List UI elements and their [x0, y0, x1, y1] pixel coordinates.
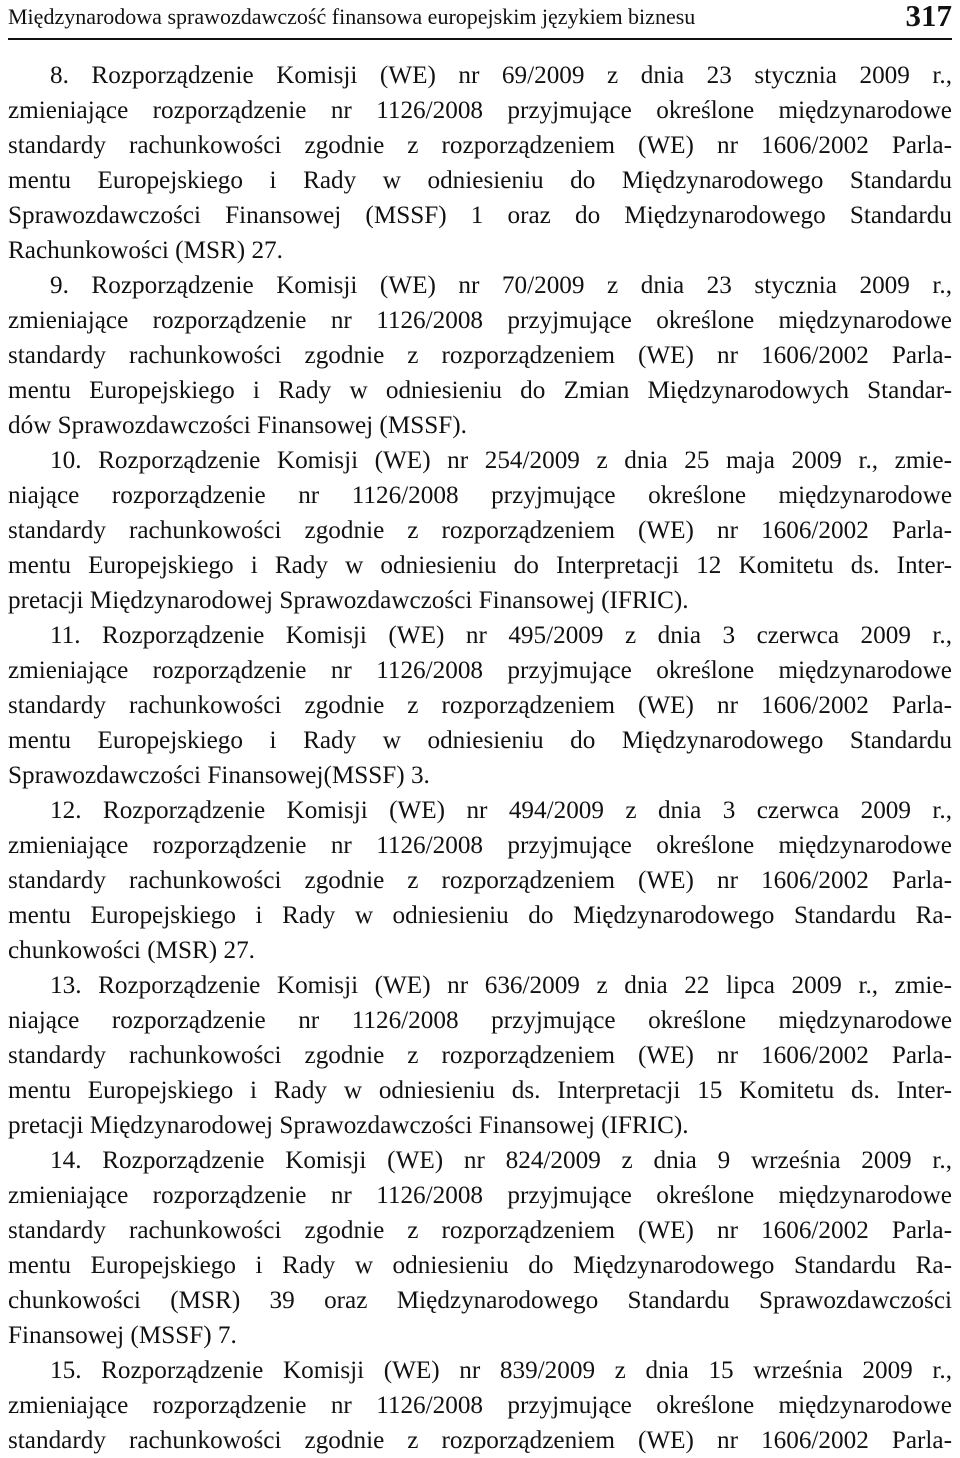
entry-line: standardy rachunkowości zgodnie z rozporządzeniem (WE) nr 1606/2002 Parla-	[8, 517, 952, 544]
entry-line: zmieniające rozporządzenie nr 1126/2008 przyjmujące określone międzynarodowe	[8, 307, 952, 334]
entry-line: Finansowej (MSSF) 7.	[8, 1322, 237, 1349]
regulation-entry	[8, 968, 952, 1143]
entry-line: 13. Rozporządzenie Komisji (WE) nr 636/2009 z dnia 22 lipca 2009 r., zmie-	[50, 972, 952, 999]
entry-line: pretacji Międzynarodowej Sprawozdawczości Finansowej (IFRIC).	[8, 1112, 689, 1139]
running-title: Międzynarodowa sprawozdawczość finansowa europejskim językiem biznesu	[8, 4, 696, 29]
entry-line: mentu Europejskiego i Rady w odniesieniu do Zmian Międzynarodowych Standar-	[8, 377, 952, 404]
regulation-entry	[8, 618, 952, 793]
entry-line: 9. Rozporządzenie Komisji (WE) nr 70/2009 z dnia 23 stycznia 2009 r.,	[50, 272, 952, 299]
entry-line: zmieniające rozporządzenie nr 1126/2008 przyjmujące określone międzynarodowe	[8, 657, 952, 684]
entry-line: Sprawozdawczości Finansowej(MSSF) 3.	[8, 762, 430, 789]
entry-line: 12. Rozporządzenie Komisji (WE) nr 494/2009 z dnia 3 czerwca 2009 r.,	[50, 797, 952, 824]
regulation-entry	[8, 268, 952, 443]
entry-line: mentu Europejskiego i Rady w odniesieniu ds. Interpretacji 15 Komitetu ds. Inter-	[8, 1077, 952, 1104]
entry-line: 15. Rozporządzenie Komisji (WE) nr 839/2009 z dnia 15 września 2009 r.,	[50, 1357, 952, 1384]
entry-line: standardy rachunkowości zgodnie z rozporządzeniem (WE) nr 1606/2002 Parla-	[8, 1042, 952, 1069]
entry-line: Sprawozdawczości Finansowej (MSSF) 1 oraz do Międzynarodowego Standardu	[8, 202, 952, 229]
entry-line: mentu Europejskiego i Rady w odniesieniu do Międzynarodowego Standardu Ra-	[8, 1252, 952, 1279]
regulation-entry	[8, 793, 952, 968]
entry-line: standardy rachunkowości zgodnie z rozporządzeniem (WE) nr 1606/2002 Parla-	[8, 867, 952, 894]
entry-line: zmieniające rozporządzenie nr 1126/2008 przyjmujące określone międzynarodowe	[8, 1392, 952, 1419]
running-header	[8, 0, 952, 40]
document-body	[8, 58, 952, 1458]
entry-line: standardy rachunkowości zgodnie z rozporządzeniem (WE) nr 1606/2002 Parla-	[8, 1427, 952, 1454]
entry-line: 11. Rozporządzenie Komisji (WE) nr 495/2009 z dnia 3 czerwca 2009 r.,	[50, 622, 952, 649]
entry-line: mentu Europejskiego i Rady w odniesieniu do Międzynarodowego Standardu	[8, 167, 952, 194]
entry-line: mentu Europejskiego i Rady w odniesieniu do Interpretacji 12 Komitetu ds. Inter-	[8, 552, 952, 579]
entry-line: niające rozporządzenie nr 1126/2008 przyjmujące określone międzynarodowe	[8, 1007, 952, 1034]
regulation-entry	[8, 1143, 952, 1353]
entry-line: zmieniające rozporządzenie nr 1126/2008 przyjmujące określone międzynarodowe	[8, 97, 952, 124]
regulation-entry	[8, 443, 952, 618]
entry-line: mentu Europejskiego i Rady w odniesieniu do Międzynarodowego Standardu	[8, 727, 952, 754]
entry-line: chunkowości (MSR) 39 oraz Międzynarodowego Standardu Sprawozdawczości	[8, 1287, 952, 1314]
entry-line: pretacji Międzynarodowej Sprawozdawczości Finansowej (IFRIC).	[8, 587, 689, 614]
entry-line: 14. Rozporządzenie Komisji (WE) nr 824/2009 z dnia 9 września 2009 r.,	[50, 1147, 952, 1174]
regulation-entry	[8, 58, 952, 268]
entry-line: 8. Rozporządzenie Komisji (WE) nr 69/2009 z dnia 23 stycznia 2009 r.,	[50, 62, 952, 89]
entry-line: zmieniające rozporządzenie nr 1126/2008 przyjmujące określone międzynarodowe	[8, 832, 952, 859]
entry-line: zmieniające rozporządzenie nr 1126/2008 przyjmujące określone międzynarodowe	[8, 1182, 952, 1209]
entry-line: mentu Europejskiego i Rady w odniesieniu do Międzynarodowego Standardu Ra-	[8, 902, 952, 929]
regulation-entry	[8, 1353, 952, 1458]
entry-line: standardy rachunkowości zgodnie z rozporządzeniem (WE) nr 1606/2002 Parla-	[8, 132, 952, 159]
entry-line: dów Sprawozdawczości Finansowej (MSSF).	[8, 412, 467, 439]
entry-line: niające rozporządzenie nr 1126/2008 przyjmujące określone międzynarodowe	[8, 482, 952, 509]
page-number: 317	[905, 0, 952, 33]
entry-line: chunkowości (MSR) 27.	[8, 937, 255, 964]
entry-line: standardy rachunkowości zgodnie z rozporządzeniem (WE) nr 1606/2002 Parla-	[8, 342, 952, 369]
entry-line: standardy rachunkowości zgodnie z rozporządzeniem (WE) nr 1606/2002 Parla-	[8, 1217, 952, 1244]
entry-line: standardy rachunkowości zgodnie z rozporządzeniem (WE) nr 1606/2002 Parla-	[8, 692, 952, 719]
entry-line: Rachunkowości (MSR) 27.	[8, 237, 283, 264]
entry-line: 10. Rozporządzenie Komisji (WE) nr 254/2009 z dnia 25 maja 2009 r., zmie-	[50, 447, 952, 474]
